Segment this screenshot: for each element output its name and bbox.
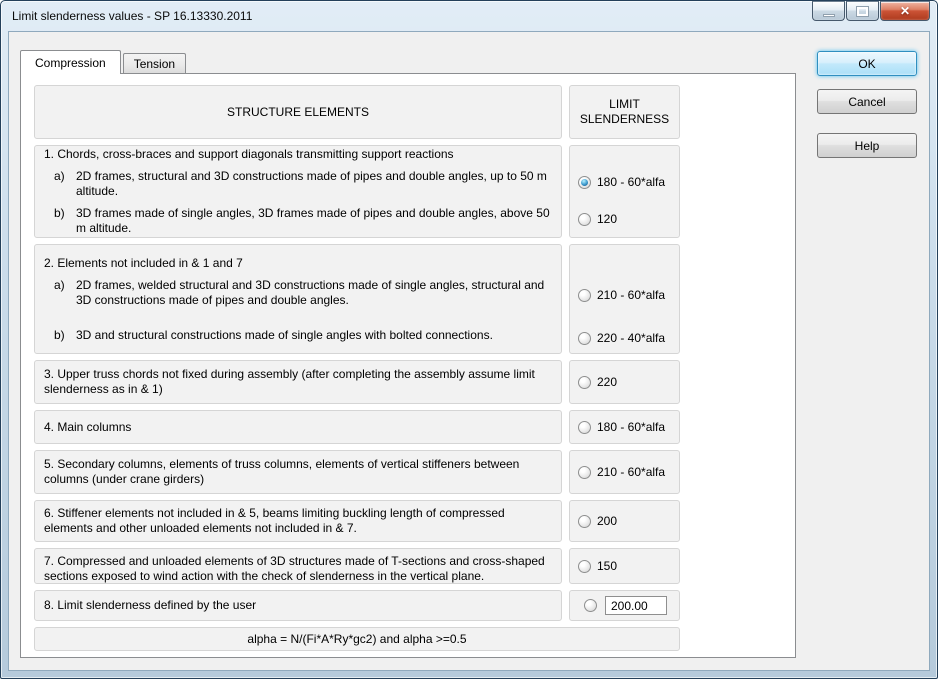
row-title: 4. Main columns <box>44 419 132 434</box>
structure-element-cell <box>34 410 562 444</box>
row-title: 1. Chords, cross-braces and support diagonals transmitting support reactions <box>44 147 454 161</box>
radio-icon[interactable] <box>584 599 597 612</box>
table-row <box>34 410 680 444</box>
structure-elements-header-cell <box>34 85 562 139</box>
user-value-input[interactable] <box>605 596 667 615</box>
limit-cell <box>569 145 680 238</box>
sub-item-text: 2D frames, structural and 3D constructions made of pipes and double angles, up to 50 m altitude. <box>76 169 547 198</box>
table-header-row <box>34 85 680 139</box>
tab-strip <box>20 50 186 73</box>
structure-element-cell <box>34 450 562 494</box>
radio-option[interactable] <box>570 331 679 345</box>
sub-item-label: a) <box>54 277 65 292</box>
help-button-label: Help <box>854 138 880 153</box>
option-label: 210 - 60*alfa <box>597 465 666 479</box>
table-row <box>34 244 680 354</box>
radio-option[interactable] <box>576 599 597 612</box>
table-row <box>34 360 680 404</box>
tab-tension[interactable] <box>123 53 186 73</box>
radio-icon[interactable] <box>578 515 591 528</box>
radio-icon[interactable] <box>578 332 591 345</box>
radio-option[interactable] <box>570 559 679 573</box>
structure-element-cell <box>34 500 562 542</box>
radio-icon[interactable] <box>578 376 591 389</box>
radio-option[interactable] <box>570 288 679 302</box>
sub-item-text: 3D and structural constructions made of single angles with bolted connections. <box>76 327 493 342</box>
sub-item <box>54 206 552 236</box>
radio-icon[interactable] <box>578 560 591 573</box>
radio-icon[interactable] <box>578 289 591 302</box>
limit-cell <box>569 244 680 354</box>
dialog-buttons <box>817 51 917 158</box>
dialog-client-area <box>8 31 930 671</box>
help-button[interactable] <box>817 133 917 158</box>
table-rows <box>34 145 680 621</box>
tab-tension-label: Tension <box>133 56 176 71</box>
radio-icon[interactable] <box>578 176 591 189</box>
sub-item-label: b) <box>54 206 65 220</box>
sub-item-label: a) <box>54 169 65 183</box>
structure-element-cell <box>34 590 562 621</box>
limit-cell <box>569 410 680 444</box>
row-title: 8. Limit slenderness defined by the user <box>44 598 257 612</box>
radio-option[interactable] <box>570 465 679 479</box>
window-controls <box>811 1 930 21</box>
tab-compression[interactable] <box>20 50 121 74</box>
maximize-icon <box>857 7 868 16</box>
close-button[interactable] <box>880 1 930 21</box>
limit-cell <box>569 450 680 494</box>
option-label: 210 - 60*alfa <box>597 288 666 302</box>
ok-button-label: OK <box>858 56 876 71</box>
sub-item-text: 2D frames, welded structural and 3D constructions made of single angles, structural and 3D constructions made of pipes and double angles. <box>76 277 545 307</box>
sub-item <box>54 278 552 308</box>
structure-element-cell <box>34 548 562 584</box>
radio-option[interactable] <box>570 212 679 226</box>
option-label: 120 <box>597 212 618 226</box>
limit-cell <box>569 360 680 404</box>
row-title: 5. Secondary columns, elements of truss columns, elements of vertical stiffeners between columns (under crane girders) <box>44 457 520 486</box>
sub-item <box>54 328 552 343</box>
sub-item-label: b) <box>54 327 65 342</box>
cancel-button[interactable] <box>817 89 917 114</box>
slenderness-table <box>34 85 680 651</box>
table-row <box>34 145 680 238</box>
radio-icon[interactable] <box>578 213 591 226</box>
radio-option[interactable] <box>570 420 679 434</box>
option-label: 200 <box>597 514 618 528</box>
option-label: 150 <box>597 559 618 573</box>
row-title: 2. Elements not included in & 1 and 7 <box>44 255 243 270</box>
limit-slenderness-header-cell <box>569 85 680 139</box>
alpha-formula-text: alpha = N/(Fi*A*Ry*gc2) and alpha >=0.5 <box>247 632 467 646</box>
radio-icon[interactable] <box>578 466 591 479</box>
cancel-button-label: Cancel <box>848 94 886 109</box>
table-row <box>34 450 680 494</box>
row-title: 7. Compressed and unloaded elements of 3D structures made of T-sections and cross-shaped sections exposed to wind action with the check of slenderness in the vertical plane. <box>44 554 545 583</box>
structure-element-cell <box>34 360 562 404</box>
table-row <box>34 500 680 542</box>
radio-option[interactable] <box>570 375 679 389</box>
ok-button[interactable] <box>817 51 917 76</box>
minimize-button[interactable] <box>812 1 845 21</box>
close-icon: ✕ <box>899 4 911 18</box>
table-row <box>34 590 680 621</box>
maximize-button[interactable] <box>846 1 879 21</box>
radio-option[interactable] <box>570 175 679 189</box>
row-title: 6. Stiffener elements not included in & 5, beams limiting buckling length of compressed elements and other unloaded elements not included in & 7. <box>44 506 505 535</box>
option-label: 220 <box>597 375 618 389</box>
row-title: 3. Upper truss chords not fixed during assembly (after completing the assembly assume limit slenderness as in & 1) <box>44 367 535 396</box>
option-label: 180 - 60*alfa <box>597 175 666 189</box>
limit-cell <box>569 548 680 584</box>
sub-item <box>54 169 552 199</box>
limit-cell <box>569 500 680 542</box>
tab-compression-label: Compression <box>35 55 106 70</box>
radio-option[interactable] <box>570 514 679 528</box>
minimize-icon <box>823 14 835 17</box>
window-title: Limit slenderness values - SP 16.13330.2011 <box>12 9 253 23</box>
limit-cell <box>569 590 680 621</box>
radio-icon[interactable] <box>578 421 591 434</box>
sub-item-text: 3D frames made of single angles, 3D frames made of pipes and double angles, above 50 m altitude. <box>76 206 550 235</box>
tab-page-compression <box>20 73 796 658</box>
option-label: 220 - 40*alfa <box>597 331 666 345</box>
structure-element-cell <box>34 145 562 238</box>
structure-elements-header-label: STRUCTURE ELEMENTS <box>226 104 369 119</box>
limit-slenderness-header-label: LIMIT SLENDERNESS <box>579 97 670 126</box>
table-row <box>34 548 680 584</box>
formula-row <box>34 627 680 651</box>
formula-bar <box>34 627 680 651</box>
option-label: 180 - 60*alfa <box>597 420 666 434</box>
structure-element-cell <box>34 244 562 354</box>
